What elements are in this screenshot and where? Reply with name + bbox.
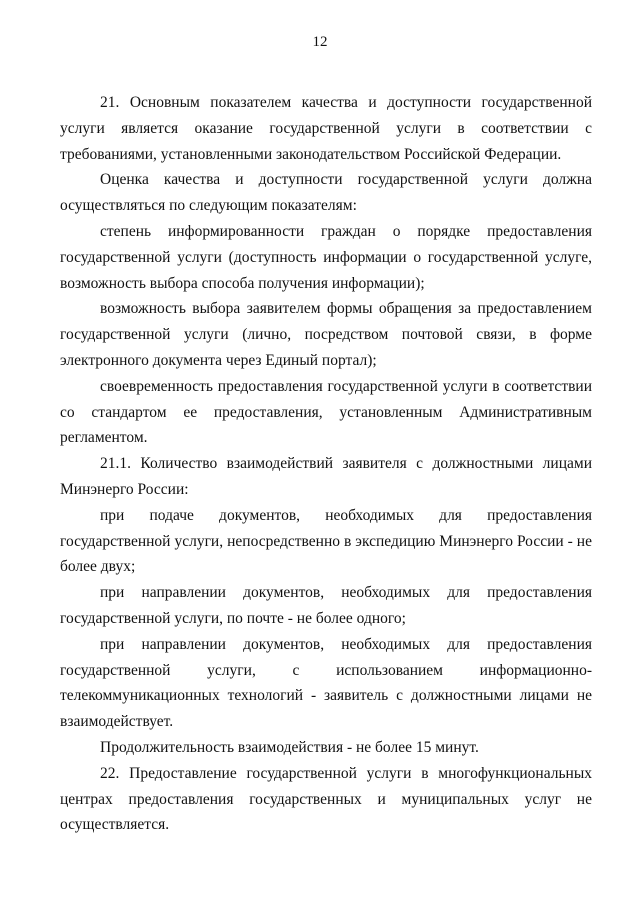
paragraph-submission-by-mail: при направлении документов, необходимых для предоставления государственной услуги, по почте - не более одного; <box>60 584 592 627</box>
paragraph-duration: Продолжительность взаимодействия - не более 15 минут. <box>100 738 479 756</box>
paragraph-request-form: возможность выбора заявителем формы обращения за предоставлением государственной услуги (лично, посредством почтовой связи, в форме электронного документа через Единый портал); <box>60 300 592 369</box>
paragraph-21: 21. Основным показателем качества и доступности государственной услуги является оказание государственной услуги в соответствии с требованиями, установленными законодательством Российской Федерации. <box>60 94 592 163</box>
paragraph-quality-assessment: Оценка качества и доступности государственной услуги должна осуществляться по следующим показателям: <box>60 171 592 215</box>
paragraph-submission-online: при направлении документов, необходимых для предоставления государственной услуги, с использованием информационно-телекоммуникационных технологий - заявитель с должностными лицами не взаимодействует. <box>60 635 592 731</box>
paragraph-submission-in-person: при подаче документов, необходимых для предоставления государственной услуги, непосредственно в экспедицию Минэнерго России - не более двух; <box>60 506 592 576</box>
page-number: 12 <box>312 34 328 50</box>
paragraph-information-degree: степень информированности граждан о порядке предоставления государственной услуги (доступность информации о государственной услуге, возможность выбора способа получения информации); <box>60 222 592 292</box>
paragraph-timeliness: своевременность предоставления государственной услуги в соответствии со стандартом ее предоставления, установленным Административным регламентом. <box>60 377 592 447</box>
document-body <box>60 90 592 838</box>
paragraph-21-1: 21.1. Количество взаимодействий заявителя с должностными лицами Минэнерго России: <box>60 455 592 498</box>
paragraph-22: 22. Предоставление государственной услуги в многофункциональных центрах предоставления государственных и муниципальных услуг не осуществляется. <box>60 764 592 834</box>
